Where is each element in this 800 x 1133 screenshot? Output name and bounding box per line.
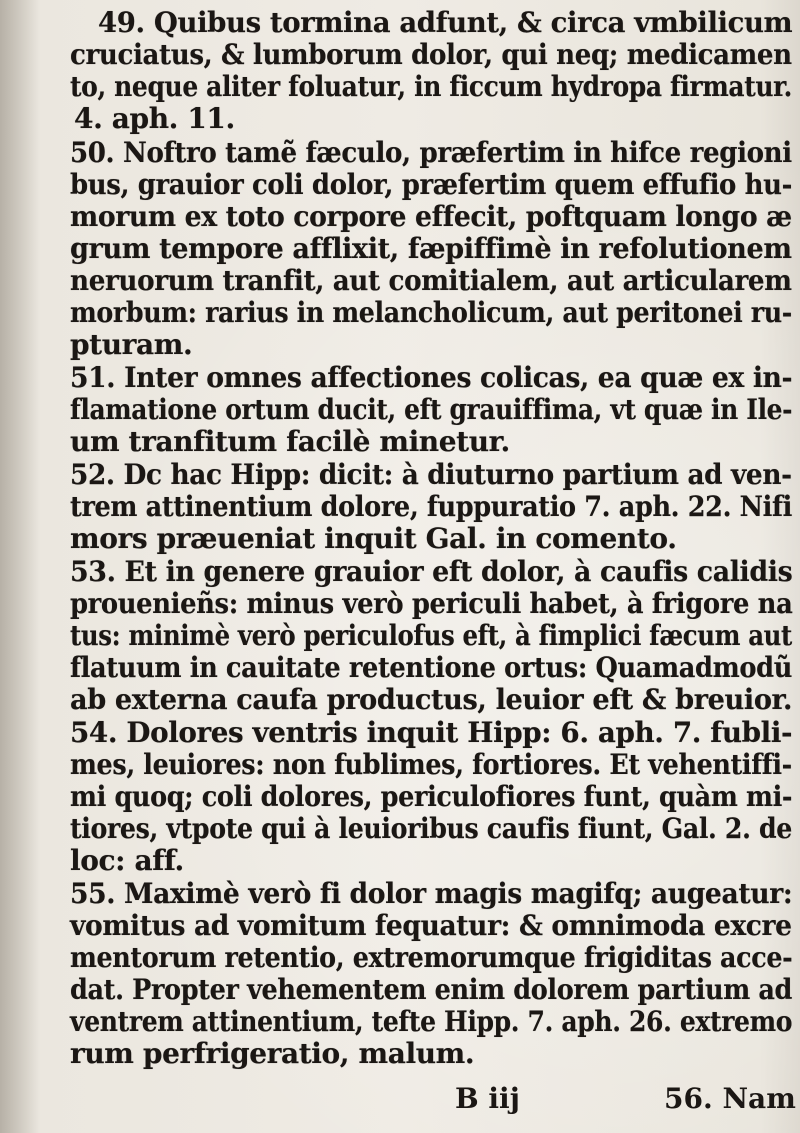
text-line: flatuum in cauitate retentione ortus: Quamadmodũ <box>70 651 792 684</box>
text-line: vomitus ad vomitum fequatur: & omnimoda excre <box>70 909 792 942</box>
binding-shadow <box>0 0 40 1133</box>
text-line: mes, leuiores: non fublimes, fortiores. Et vehentiffi- <box>70 748 792 781</box>
text-line: 4. aph. 11. <box>74 102 235 135</box>
text-line: ventrem attinentium, tefte Hipp. 7. aph. 26. extremo <box>70 1005 793 1038</box>
text-line: bus, grauior coli dolor, præfertim quem effufio hu- <box>70 168 792 201</box>
text-line: grum tempore afflixit, fæpiffimè in refolutionem <box>70 232 792 265</box>
signature-mark: B iij <box>455 1082 520 1115</box>
text-line: 55. Maximè verò fi dolor magis magifq; augeatur: <box>70 877 793 910</box>
text-line: to, neque aliter foluatur, in ficcum hydropa firmatur. <box>70 70 793 103</box>
text-line: loc: aff. <box>70 844 184 877</box>
text-line: morbum: rarius in melancholicum, aut peritonei ru- <box>70 296 792 329</box>
text-line: 49. Quibus tormina adfunt, & circa vmbilicum <box>98 6 793 39</box>
text-line: ab externa caufa productus, leuior eft & breuior. <box>70 683 793 716</box>
text-line: 50. Noftro tamẽ fæculo, præfertim in hifce regioni <box>70 136 792 169</box>
text-line: pturam. <box>70 328 193 361</box>
text-line: tiores, vtpote qui à leuioribus caufis fiunt, Gal. 2. de <box>70 812 792 845</box>
text-line: um tranfitum facilè minetur. <box>70 425 510 458</box>
text-line: neruorum tranfit, aut comitialem, aut articularem <box>70 264 792 297</box>
text-line: rum perfrigeratio, malum. <box>70 1037 475 1070</box>
text-line: prouenieñs: minus verò periculi habet, à frigore na <box>70 587 793 620</box>
text-line: mors præueniat inquit Gal. in comento. <box>70 522 677 555</box>
catchword: 56. Nam <box>664 1082 796 1115</box>
text-line: tus: minimè verò periculofus eft, à fimplici fæcum aut <box>70 619 792 652</box>
text-line: 54. Dolores ventris inquit Hipp: 6. aph. 7. fubli- <box>70 716 793 749</box>
text-line: 53. Et in genere grauior eft dolor, à caufis calidis <box>70 555 793 588</box>
text-line: cruciatus, & lumborum dolor, qui neq; medicamen <box>70 38 792 71</box>
text-line: dat. Propter vehementem enim dolorem partium ad <box>70 973 793 1006</box>
text-line: mi quoq; coli dolores, periculofiores funt, quàm mi- <box>70 780 793 813</box>
text-line: morum ex toto corpore effecit, poftquam longo æ <box>70 200 792 233</box>
text-line: trem attinentium dolore, fuppuratio 7. aph. 22. Nifi <box>70 490 792 523</box>
text-line: mentorum retentio, extremorumque frigiditas acce- <box>70 941 793 974</box>
text-line: flamatione ortum ducit, eft grauiffima, vt quæ in Ile- <box>70 393 793 426</box>
text-line: 52. Dc hac Hipp: dicit: à diuturno partium ad ven- <box>70 458 792 491</box>
text-line: 51. Inter omnes affectiones colicas, ea quæ ex in- <box>70 361 793 394</box>
